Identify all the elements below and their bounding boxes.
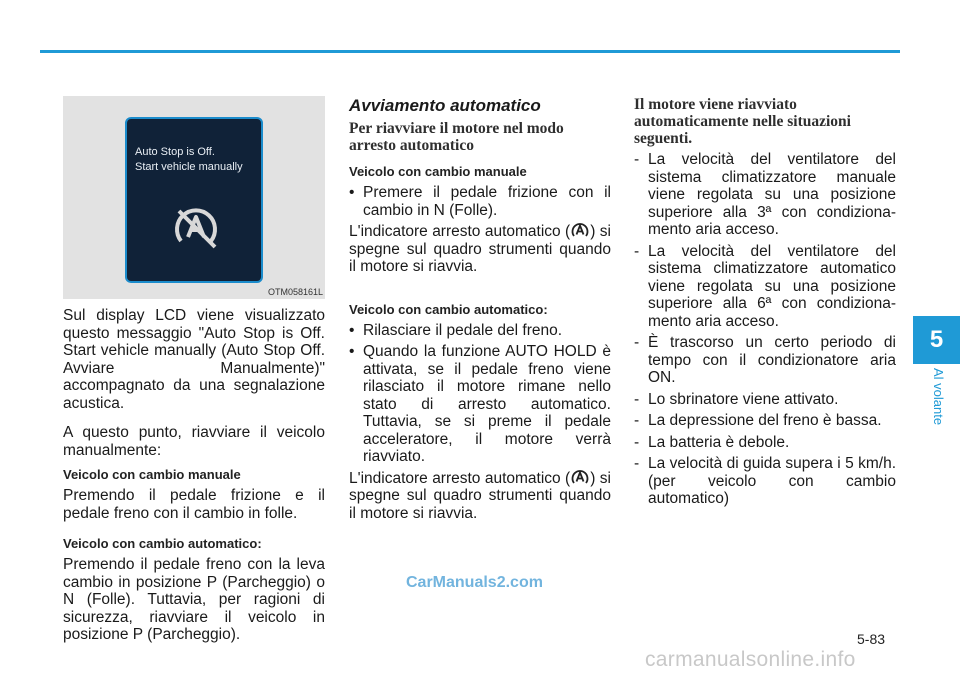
bullet-list [349,322,611,466]
list-item: • Quando la funzione AUTO HOLD è attivata, se il pedale freno viene rilasciato il motore rimane nello stato di arresto automatico. Tuttavia, se si preme il pedale acceleratore, il motore verrà riavviato. [349,343,611,465]
lcd-figure [63,96,325,299]
bullet-list [349,184,611,219]
list-item: - La batteria è debole. [634,433,790,451]
section-title: Il motore viene riavviato automaticamente nelle situazioni seguenti. [634,96,851,147]
list-item: - La velocità del ventilatore del sistema climatizzatore automatico viene regolata su una posizione superiore alla 6ª con condiziona-mento aria acceso. [634,242,896,330]
list-item: • Premere il pedale frizione con il cambio in N (Folle). [349,184,611,219]
paragraph: A questo punto, riavviare il veicolo manualmente: [63,424,325,459]
subheading: Veicolo con cambio automatico: [349,301,548,317]
auto-stop-indicator-icon [571,222,589,238]
list-item: - La velocità di guida supera i 5 km/h. (per veicolo con cambio automatico) [634,455,896,507]
column-middle [349,96,611,522]
paragraph: L'indicatore arresto automatico ( ) si spegne sul quadro strumenti quando il motore si riavvia. [349,223,611,275]
column-right [634,96,896,512]
section-subtitle: Per riavviare il motore nel modo arresto automatico [349,120,564,154]
list-item: - La depressione del freno è bassa. [634,412,882,429]
list-item: - La velocità del ventilatore del sistema climatizzatore manuale viene regolata su una posizione superiore alla 3ª con condiziona-mento aria acceso. [634,151,896,238]
auto-stop-indicator-icon [571,469,589,485]
dash-list [634,151,896,508]
lcd-message-line1: Auto Stop is Off. [135,146,215,158]
list-item: - È trascorso un certo periodo di tempo con il condizionatore aria ON. [634,334,896,386]
subheading: Veicolo con cambio manuale [63,467,241,482]
page-number: 5-83 [857,631,886,647]
header-rule [40,50,900,53]
subheading: Veicolo con cambio manuale [349,164,527,179]
paragraph: Premendo il pedale frizione e il pedale freno con il cambio in folle. [63,487,325,522]
chapter-title: Al volante [931,368,946,426]
auto-stop-off-icon [171,203,221,253]
watermark: CarManuals2.com [406,574,543,591]
lcd-message-line2: Start vehicle manually [135,161,243,173]
list-item: • Rilasciare il pedale del freno. [349,321,563,339]
paragraph: Sul display LCD viene visualizzato questo messaggio "Auto Stop is Off. Start vehicle manually (Auto Stop Off. Avviare Manualmente)" accompagnato da una segnalazione acustica. [63,307,325,412]
subheading: Veicolo con cambio automatico: [63,536,262,551]
lcd-screen [125,117,263,283]
column-left [63,96,325,644]
paragraph: L'indicatore arresto automatico ( ) si spegne sul quadro strumenti quando il motore si riavvia. [349,469,611,522]
list-item: - Lo sbrinatore viene attivato. [634,390,839,408]
section-title: Avviamento automatico [349,96,541,115]
paragraph: Premendo il pedale freno con la leva cambio in posizione P (Parcheggio) o N (Folle). Tuttavia, per ragioni di sicurezza, riavviare il veicolo in posizione P (Parcheggio). [63,556,325,643]
figure-caption: OTM058161L [267,287,323,297]
site-watermark: carmanualsonline.info [645,648,856,671]
chapter-tab[interactable]: 5 [913,316,960,364]
